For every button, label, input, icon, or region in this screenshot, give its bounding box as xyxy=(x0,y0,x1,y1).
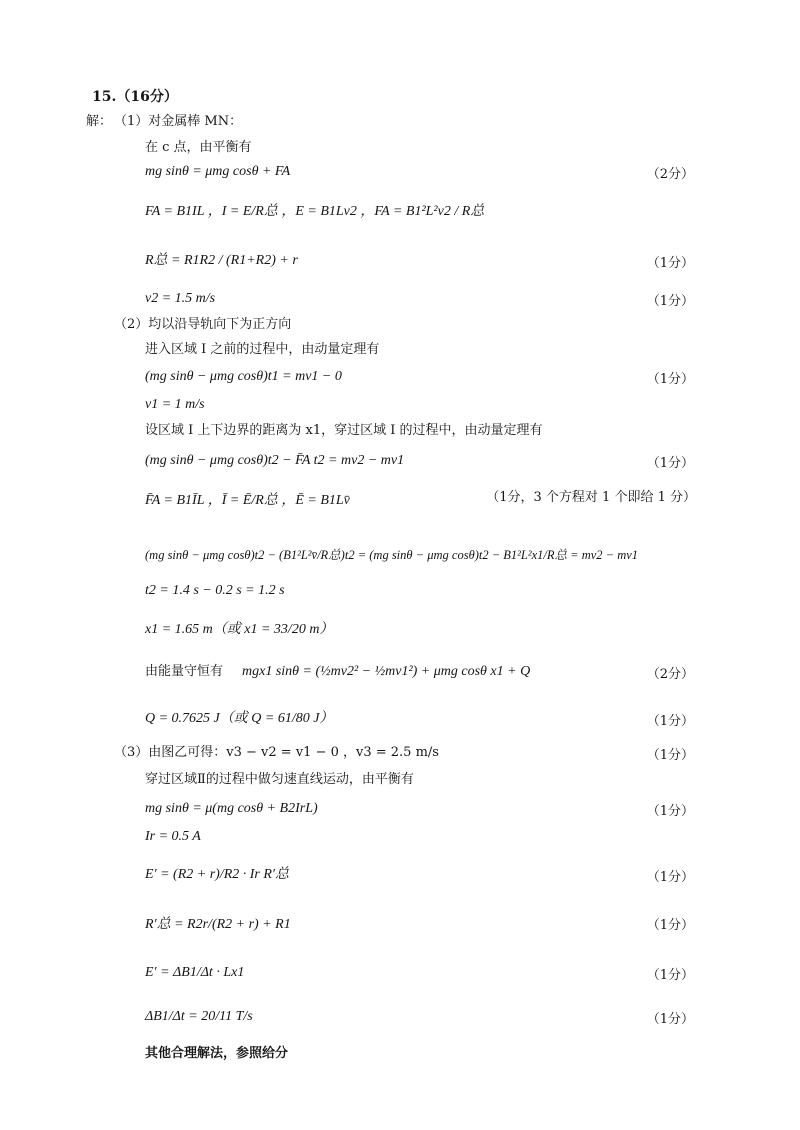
part1-score1: （2分） xyxy=(646,167,694,182)
part2-intro2: 设区域 I 上下边界的距离为 x1，穿过区域 I 的过程中，由动量定理有 xyxy=(145,423,543,438)
part3-score3: （1分） xyxy=(646,870,694,885)
part2-title: （2）均以沿导轨向下为正方向 xyxy=(114,317,292,332)
part2-score1: （1分） xyxy=(646,372,694,387)
footer-note: 其他合理解法，参照给分 xyxy=(145,1046,289,1061)
part1-score4: （1分） xyxy=(646,294,694,309)
part3-eq5: E′ = ΔB1/Δt · Lx1 xyxy=(145,965,245,980)
part1-eq2: FA = B1IL ，I = E/R总 ，E = B1Lv2 ，FA = B1²L²v2 / R总 xyxy=(145,204,485,219)
part1-eq3: R总 = R1R2 / (R1+R2) + r xyxy=(145,253,298,268)
part3-score1: （1分） xyxy=(646,804,694,819)
part2-score4: （1分，3 个方程对 1 个即给 1 分） xyxy=(486,490,696,505)
part3-score5: （1分） xyxy=(646,968,694,983)
solution-label: 解： xyxy=(86,114,113,129)
part3-title: （3）由图乙可得：v3 − v2 = v1 − 0 ，v3 = 2.5 m/s xyxy=(114,745,439,760)
part1-title: （1）对金属棒 MN： xyxy=(114,114,243,129)
part3-eq3: E′ = (R2 + r)/R2 · Ir R′总 xyxy=(145,867,289,882)
part2-eq1: (mg sinθ − μmg cosθ)t1 = mv1 − 0 xyxy=(145,369,342,384)
problem-header: 15.（16分） xyxy=(92,89,178,105)
part2-eq6: t2 = 1.4 s − 0.2 s = 1.2 s xyxy=(145,583,285,598)
part2-score9: （1分） xyxy=(646,714,694,729)
part3-eq4: R′总 = R2r/(R2 + r) + R1 xyxy=(145,917,291,932)
part2-eq5: (mg sinθ − μmg cosθ)t2 − (B1²L²v̄/R总)t2 = (mg sinθ − μmg cosθ)t2 − B1²L²x1/R总 = mv2 − mv1 xyxy=(145,548,639,562)
part2-eq3: (mg sinθ − μmg cosθ)t2 − F̄A t2 = mv2 − mv1 xyxy=(145,453,405,468)
part3-eq6: ΔB1/Δt = 20/11 T/s xyxy=(145,1009,253,1024)
part1-intro: 在 c 点，由平衡有 xyxy=(145,140,252,155)
part1-eq1: mg sinθ = μmg cosθ + FA xyxy=(145,164,291,179)
part2-eq8: mgx1 sinθ = (½mv2² − ½mv1²) + μmg cosθ x1 + Q xyxy=(242,664,531,679)
part2-eq2: v1 = 1 m/s xyxy=(145,397,205,412)
part2-intro: 进入区域 I 之前的过程中，由动量定理有 xyxy=(145,342,380,357)
part1-eq4: v2 = 1.5 m/s xyxy=(145,291,216,306)
part2-eq7: x1 = 1.65 m（或 x1 = 33/20 m） xyxy=(145,622,334,637)
part2-eq8-label: 由能量守恒有 xyxy=(145,664,224,679)
part2-eq9: Q = 0.7625 J（或 Q = 61/80 J） xyxy=(145,711,334,726)
part2-eq4: F̄A = B1ĪL ，Ī = Ē/R总 ，Ē = B1Lv̄ xyxy=(145,493,350,508)
part3-score4: （1分） xyxy=(646,918,694,933)
part2-score3: （1分） xyxy=(646,456,694,471)
part1-score3: （1分） xyxy=(646,256,694,271)
part3-score-title: （1分） xyxy=(646,748,694,763)
part3-score6: （1分） xyxy=(646,1012,694,1027)
part2-score8: （2分） xyxy=(646,667,694,682)
part3-eq2: Ir = 0.5 A xyxy=(145,829,201,844)
part3-intro: 穿过区域Ⅱ的过程中做匀速直线运动，由平衡有 xyxy=(145,772,414,787)
part3-eq1: mg sinθ = μ(mg cosθ + B2IrL) xyxy=(145,801,318,816)
